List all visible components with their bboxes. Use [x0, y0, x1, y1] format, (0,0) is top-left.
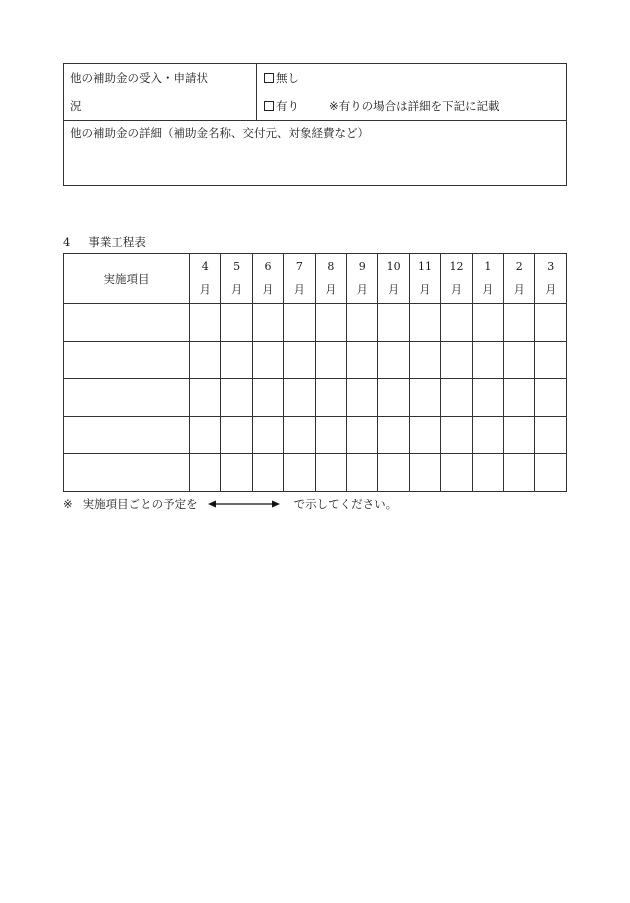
- month-cell[interactable]: [441, 379, 472, 417]
- month-cell[interactable]: [347, 341, 378, 379]
- month-cell[interactable]: [221, 379, 252, 417]
- schedule-row: [64, 304, 567, 342]
- option-yes-label: 有り: [276, 99, 299, 113]
- month-cell[interactable]: [504, 379, 535, 417]
- month-number: 7: [295, 260, 303, 273]
- month-cell[interactable]: [409, 454, 440, 492]
- section-heading: [63, 234, 146, 250]
- month-header: [472, 254, 503, 304]
- subsidy-detail-field[interactable]: [64, 121, 567, 186]
- month-cell[interactable]: [347, 454, 378, 492]
- month-cell[interactable]: [409, 304, 440, 342]
- month-cell[interactable]: [535, 304, 567, 342]
- option-none-label: 無し: [276, 71, 299, 85]
- month-cell[interactable]: [378, 341, 409, 379]
- option-yes-note: ※有りの場合は詳細を下記に記載: [329, 99, 500, 113]
- month-unit: 月: [388, 283, 400, 296]
- month-cell[interactable]: [378, 416, 409, 454]
- schedule-row: [64, 341, 567, 379]
- month-unit: 月: [262, 283, 274, 296]
- month-cell[interactable]: [315, 304, 346, 342]
- month-cell[interactable]: [221, 416, 252, 454]
- month-cell[interactable]: [347, 416, 378, 454]
- footnote: [63, 496, 397, 512]
- month-unit: 月: [545, 283, 557, 296]
- month-number: 12: [449, 260, 464, 273]
- month-header: [535, 254, 567, 304]
- month-unit: 月: [482, 283, 494, 296]
- checkbox-yes[interactable]: [264, 101, 274, 111]
- footnote-text-before: 実施項目ごとの予定を: [82, 497, 198, 511]
- month-cell[interactable]: [252, 454, 283, 492]
- section-title: 事業工程表: [88, 235, 146, 249]
- item-header: 実施項目: [64, 254, 190, 304]
- footnote-text-after: で示してください。: [293, 497, 398, 511]
- option-none-row[interactable]: [264, 64, 559, 92]
- subsidy-status-options: [257, 64, 567, 121]
- month-cell[interactable]: [472, 416, 503, 454]
- item-cell[interactable]: [64, 341, 190, 379]
- month-header: [315, 254, 346, 304]
- month-cell[interactable]: [441, 416, 472, 454]
- month-number: 3: [547, 260, 555, 273]
- month-cell[interactable]: [504, 304, 535, 342]
- month-header: [190, 254, 221, 304]
- month-cell[interactable]: [535, 379, 567, 417]
- month-number: 10: [386, 260, 401, 273]
- schedule-row: [64, 416, 567, 454]
- month-cell[interactable]: [315, 379, 346, 417]
- footnote-mark: ※: [63, 497, 73, 511]
- month-number: 1: [484, 260, 492, 273]
- subsidy-status-label-line2: 況: [70, 99, 82, 113]
- month-unit: 月: [356, 283, 368, 296]
- other-subsidy-table: [63, 63, 567, 186]
- month-cell[interactable]: [378, 379, 409, 417]
- month-number: 6: [264, 260, 272, 273]
- month-cell[interactable]: [221, 304, 252, 342]
- month-unit: 月: [419, 283, 431, 296]
- month-cell[interactable]: [284, 304, 315, 342]
- month-header: [504, 254, 535, 304]
- month-header: [252, 254, 283, 304]
- month-number: 11: [418, 260, 433, 273]
- item-cell[interactable]: [64, 379, 190, 417]
- month-cell[interactable]: [504, 454, 535, 492]
- month-unit: 月: [325, 283, 337, 296]
- item-cell[interactable]: [64, 416, 190, 454]
- schedule-row: [64, 379, 567, 417]
- month-cell[interactable]: [378, 304, 409, 342]
- month-cell[interactable]: [190, 304, 221, 342]
- subsidy-status-label-line1: 他の補助金の受入・申請状: [70, 71, 208, 85]
- month-cell[interactable]: [504, 416, 535, 454]
- month-cell[interactable]: [190, 454, 221, 492]
- month-cell[interactable]: [409, 379, 440, 417]
- month-cell[interactable]: [472, 304, 503, 342]
- month-unit: 月: [513, 283, 525, 296]
- month-cell[interactable]: [252, 379, 283, 417]
- month-header: [284, 254, 315, 304]
- month-header: [347, 254, 378, 304]
- month-number: 2: [515, 260, 523, 273]
- month-header: [409, 254, 440, 304]
- schedule-table: [63, 253, 567, 492]
- subsidy-detail-label: 他の補助金の詳細（補助金名称、交付元、対象経費など）: [70, 126, 369, 140]
- month-number: 8: [327, 260, 335, 273]
- month-cell[interactable]: [441, 304, 472, 342]
- option-yes-row[interactable]: [264, 92, 559, 120]
- month-cell[interactable]: [441, 454, 472, 492]
- subsidy-status-label: [64, 64, 257, 121]
- month-cell[interactable]: [347, 379, 378, 417]
- schedule-row: [64, 454, 567, 492]
- month-cell[interactable]: [284, 341, 315, 379]
- month-cell[interactable]: [535, 341, 567, 379]
- month-number: 5: [233, 260, 241, 273]
- month-cell[interactable]: [221, 454, 252, 492]
- month-cell[interactable]: [252, 416, 283, 454]
- month-cell[interactable]: [284, 416, 315, 454]
- month-cell[interactable]: [347, 304, 378, 342]
- month-cell[interactable]: [315, 454, 346, 492]
- section-number: 4: [63, 235, 71, 249]
- month-unit: 月: [450, 283, 462, 296]
- month-cell[interactable]: [535, 416, 567, 454]
- month-cell[interactable]: [378, 454, 409, 492]
- month-cell[interactable]: [472, 454, 503, 492]
- month-unit: 月: [293, 283, 305, 296]
- month-unit: 月: [199, 283, 211, 296]
- month-cell[interactable]: [221, 341, 252, 379]
- month-cell[interactable]: [190, 416, 221, 454]
- month-number: 9: [358, 260, 366, 273]
- month-cell[interactable]: [315, 341, 346, 379]
- month-cell[interactable]: [252, 304, 283, 342]
- month-cell[interactable]: [472, 379, 503, 417]
- schedule-header-row: [64, 254, 567, 304]
- month-cell[interactable]: [284, 454, 315, 492]
- month-header: [441, 254, 472, 304]
- item-cell[interactable]: [64, 304, 190, 342]
- checkbox-none[interactable]: [264, 73, 274, 83]
- item-cell[interactable]: [64, 454, 190, 492]
- month-cell[interactable]: [409, 416, 440, 454]
- month-cell[interactable]: [190, 379, 221, 417]
- month-cell[interactable]: [284, 379, 315, 417]
- month-header: [221, 254, 252, 304]
- month-cell[interactable]: [472, 341, 503, 379]
- month-header: [378, 254, 409, 304]
- month-cell[interactable]: [441, 341, 472, 379]
- month-cell[interactable]: [190, 341, 221, 379]
- month-cell[interactable]: [252, 341, 283, 379]
- month-cell[interactable]: [504, 341, 535, 379]
- month-cell[interactable]: [315, 416, 346, 454]
- month-unit: 月: [231, 283, 243, 296]
- month-cell[interactable]: [535, 454, 567, 492]
- month-cell[interactable]: [409, 341, 440, 379]
- month-number: 4: [201, 260, 209, 273]
- double-arrow-icon: [208, 499, 280, 509]
